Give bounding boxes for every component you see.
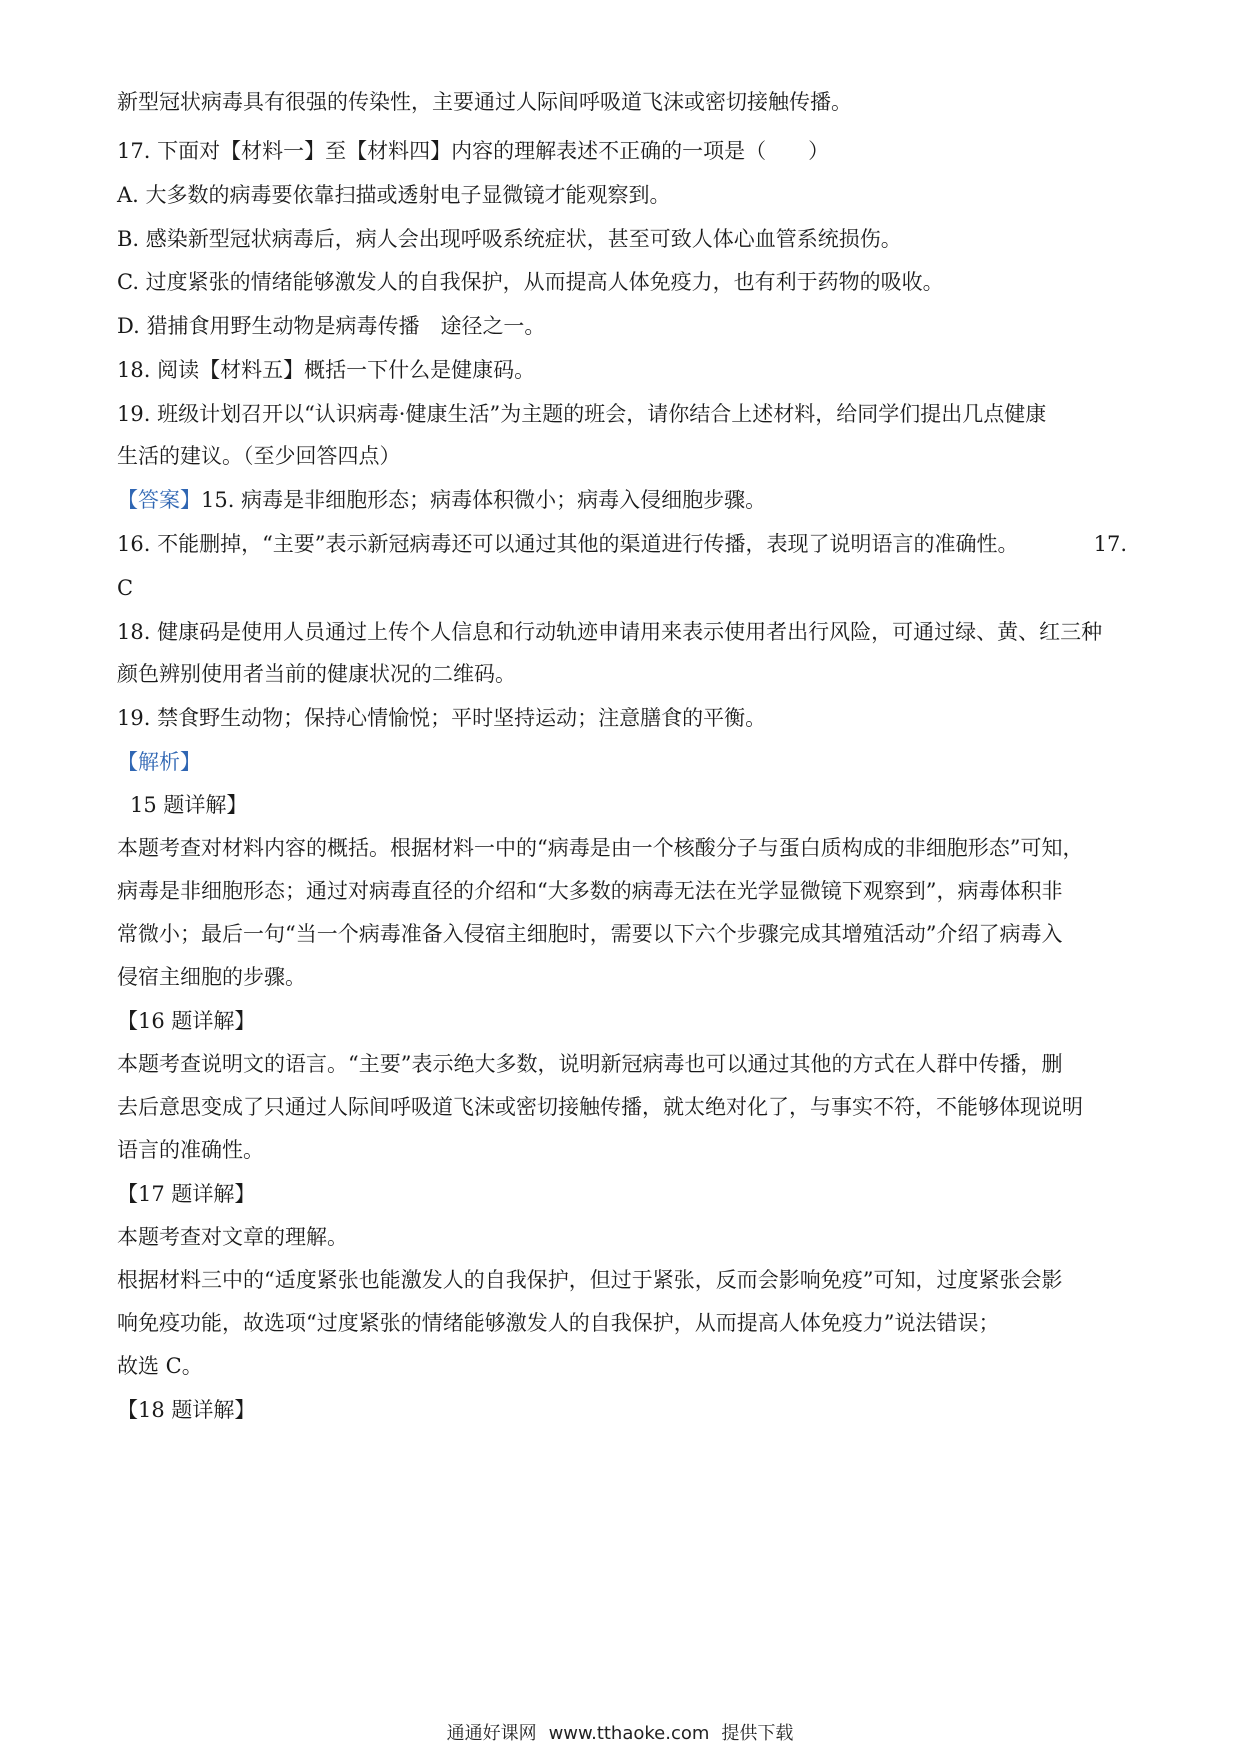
answer-16: 16. 不能删掉，“主要”表示新冠病毒还可以通过其他的渠道进行传播，表现了说明语言的准确性。 [117, 532, 1019, 556]
detail-15-heading: 15 题详解】 [130, 793, 248, 817]
detail-16-text: 本题考查说明文的语言。“主要”表示绝大多数，说明新冠病毒也可以通过其他的方式在人群中传播，删 [117, 1052, 1063, 1076]
question-18: 18. 阅读【材料五】概括一下什么是健康码。 [117, 358, 536, 382]
question-17: 17. 下面对【材料一】至【材料四】内容的理解表述不正确的一项是（ ） [117, 139, 830, 163]
detail-17-text: 本题考查对文章的理解。 [117, 1225, 348, 1249]
detail-15-text: 常微小；最后一句“当一个病毒准备入侵宿主细胞时，需要以下六个步骤完成其增殖活动”介绍了病毒入 [117, 922, 1063, 946]
detail-16-heading: 【16 题详解】 [117, 1009, 256, 1033]
question-19: 19. 班级计划召开以“认识病毒·健康生活”为主题的班会，请你结合上述材料，给同学们提出几点健康 [117, 402, 1047, 426]
detail-17-heading: 【17 题详解】 [117, 1182, 256, 1206]
answer-15: 15. 病毒是非细胞形态；病毒体积微小；病毒入侵细胞步骤。 [201, 488, 767, 512]
detail-16-text: 去后意思变成了只通过人际间呼吸道飞沫或密切接触传播，就太绝对化了，与事实不符，不能够体现说明 [117, 1095, 1083, 1119]
answer-17-label: 17. [1093, 532, 1127, 556]
answer-tag: 【答案】 [117, 488, 201, 512]
text-line: 新型冠状病毒具有很强的传染性，主要通过人际间呼吸道飞沫或密切接触传播。 [117, 90, 852, 114]
detail-16-text: 语言的准确性。 [117, 1138, 264, 1162]
footer-note: 提供下载 [721, 1723, 794, 1744]
option-a: A. 大多数的病毒要依靠扫描或透射电子显微镜才能观察到。 [117, 183, 671, 207]
footer-site-url[interactable]: www.tthaoke.com [548, 1723, 710, 1744]
detail-17-text: 根据材料三中的“适度紧张也能激发人的自我保护，但过于紧张，反而会影响免疫”可知，过度紧张会影 [117, 1268, 1063, 1292]
detail-15-text: 侵宿主细胞的步骤。 [117, 965, 306, 989]
detail-17-text: 响免疫功能，故选项“过度紧张的情绪能够激发人的自我保护，从而提高人体免疫力”说法错误； [117, 1311, 1000, 1335]
detail-17-text: 故选 C。 [117, 1354, 203, 1378]
option-b: B. 感染新型冠状病毒后，病人会出现呼吸系统症状，甚至可致人体心血管系统损伤。 [117, 227, 902, 251]
page-footer [0, 1722, 1240, 1746]
answer-line [117, 485, 1127, 515]
option-c: C. 过度紧张的情绪能够激发人的自我保护，从而提高人体免疫力，也有利于药物的吸收。 [117, 270, 944, 294]
analysis-tag: 【解析】 [117, 750, 201, 774]
question-19-cont: 生活的建议。（至少回答四点） [117, 444, 401, 468]
answer-19: 19. 禁食野生动物；保持心情愉悦；平时坚持运动；注意膳食的平衡。 [117, 706, 767, 730]
option-d: D. 猎捕食用野生动物是病毒传播 途径之一。 [117, 314, 546, 338]
answer-18-cont: 颜色辨别使用者当前的健康状况的二维码。 [117, 662, 516, 686]
answer-17: C [117, 576, 134, 600]
detail-15-text: 病毒是非细胞形态；通过对病毒直径的介绍和“大多数的病毒无法在光学显微镜下观察到”，病毒体积非 [117, 879, 1063, 903]
answer-16-line [117, 529, 1127, 559]
answer-18: 18. 健康码是使用人员通过上传个人信息和行动轨迹申请用来表示使用者出行风险，可通过绿、黄、红三种 [117, 620, 1103, 644]
detail-15-text: 本题考查对材料内容的概括。根据材料一中的“病毒是由一个核酸分子与蛋白质构成的非细胞形态”可知， [117, 836, 1084, 860]
detail-18-heading: 【18 题详解】 [117, 1398, 256, 1422]
footer-site-name: 通通好课网 [446, 1723, 537, 1744]
